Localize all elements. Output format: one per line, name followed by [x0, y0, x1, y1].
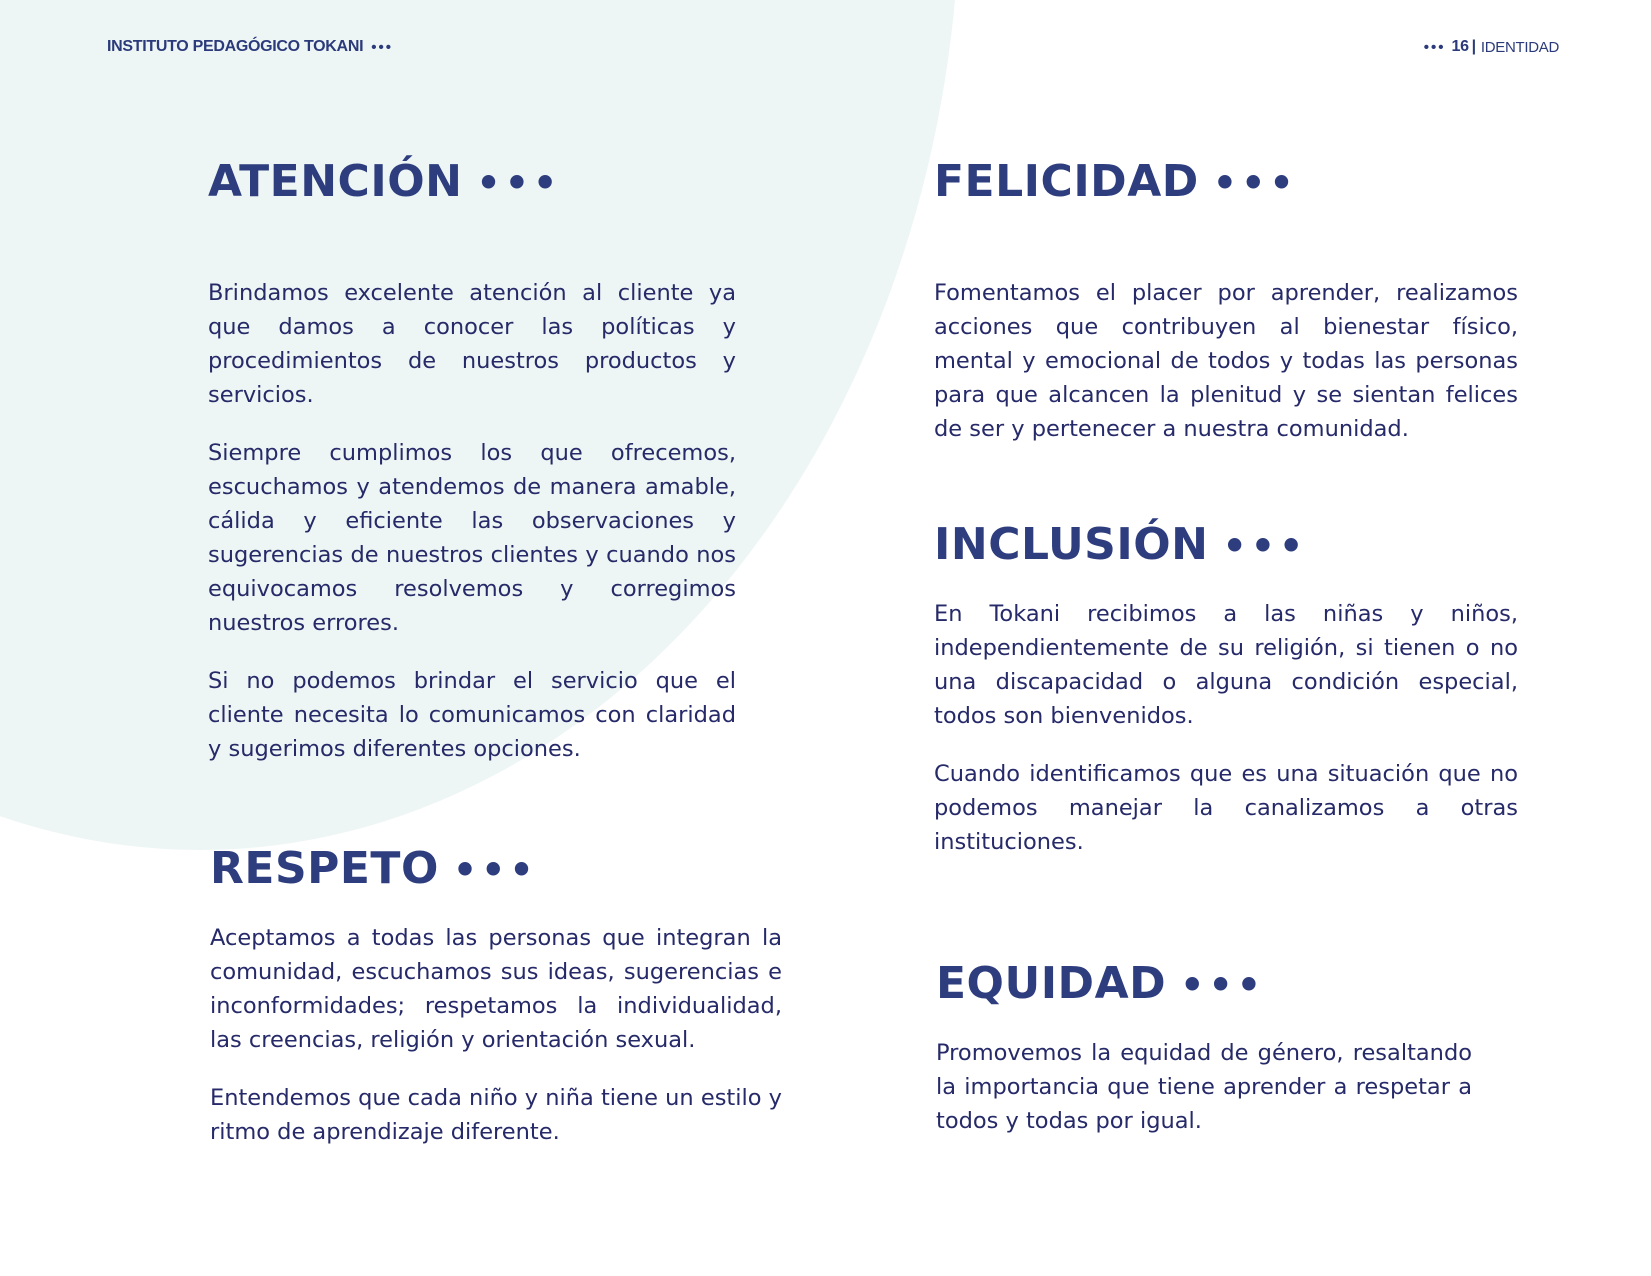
- section-inclusion: [934, 519, 1518, 859]
- paragraph: Si no podemos brindar el servicio que el cliente necesita lo comunicamos con claridad y sugerimos diferentes opciones.: [208, 668, 736, 762]
- section-heading: [934, 519, 1518, 570]
- heading-dots: •••: [476, 161, 562, 205]
- section-atencion: [208, 156, 736, 766]
- header-separator: |: [1471, 38, 1476, 55]
- header-left-dots: •••: [371, 38, 393, 56]
- section-heading: [208, 156, 736, 207]
- heading-text: EQUIDAD: [936, 958, 1167, 1009]
- paragraph: Entendemos que cada niño y niña tiene un estilo y ritmo de aprendizaje diferente.: [210, 1085, 782, 1145]
- section-heading: [934, 156, 1518, 207]
- paragraph: Siempre cumplimos los que ofrecemos, escuchamos y atendemos de manera amable, cálida y eficiente las observaciones y sugerencias de nuestros clientes y cuando nos equivocamos resolvemos y corregimos nuestros errores.: [208, 440, 736, 636]
- paragraph: En Tokani recibimos a las niñas y niños, independientemente de su religión, si tienen o no una discapacidad o alguna condición especial, todos son bienvenidos.: [934, 601, 1518, 729]
- page-number: 16: [1451, 38, 1469, 55]
- header-institution: [107, 38, 393, 56]
- heading-dots: •••: [1212, 161, 1298, 205]
- section-respeto: [210, 843, 782, 1149]
- heading-text: FELICIDAD: [934, 156, 1199, 207]
- section-equidad: [936, 958, 1472, 1138]
- heading-dots: •••: [452, 848, 538, 892]
- header-right-dots: •••: [1423, 38, 1446, 56]
- heading-dots: •••: [1222, 524, 1308, 568]
- heading-text: RESPETO: [210, 843, 439, 894]
- section-name: IDENTIDAD: [1480, 38, 1559, 56]
- section-heading: [936, 958, 1472, 1009]
- section-felicidad: [934, 156, 1518, 446]
- paragraph: Cuando identificamos que es una situación que no podemos manejar la canalizamos a otras instituciones.: [934, 761, 1518, 855]
- paragraph: Aceptamos a todas las personas que integran la comunidad, escuchamos sus ideas, sugerencias e inconformidades; respetamos la individualidad, las creencias, religión y orientación sexual.: [210, 925, 782, 1053]
- header-page-info: [1424, 38, 1559, 56]
- paragraph: Brindamos excelente atención al cliente ya que damos a conocer las políticas y procedimientos de nuestros productos y servicios.: [208, 280, 736, 408]
- section-heading: [210, 843, 782, 894]
- heading-text: ATENCIÓN: [208, 156, 463, 207]
- paragraph: Fomentamos el placer por aprender, realizamos acciones que contribuyen al bienestar físico, mental y emocional de todos y todas las personas para que alcancen la plenitud y se sientan felices de ser y pertenecer a nuestra comunidad.: [934, 280, 1518, 442]
- paragraph: Promovemos la equidad de género, resaltando la importancia que tiene aprender a respetar a todos y todas por igual.: [936, 1040, 1472, 1134]
- heading-text: INCLUSIÓN: [934, 519, 1209, 570]
- institution-name: INSTITUTO PEDAGÓGICO TOKANI: [107, 38, 364, 55]
- heading-dots: •••: [1180, 963, 1266, 1007]
